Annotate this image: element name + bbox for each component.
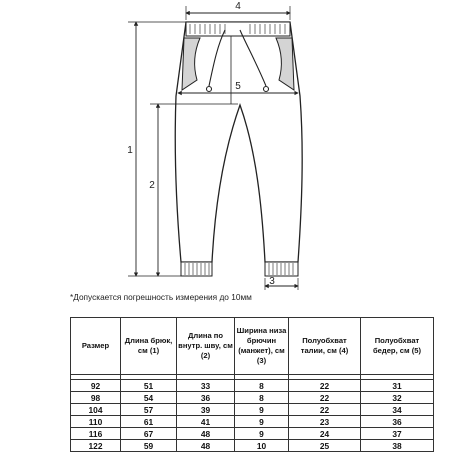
header-size: Размер bbox=[71, 318, 121, 375]
dimension-label-length: 1 bbox=[127, 145, 133, 156]
table-cell: 8 bbox=[235, 392, 289, 404]
dimension-label-cuff: 3 bbox=[269, 276, 275, 287]
table-cell: 36 bbox=[177, 392, 235, 404]
table-cell: 23 bbox=[289, 416, 361, 428]
cuffs bbox=[181, 262, 298, 276]
table-cell: 38 bbox=[361, 440, 434, 452]
table-cell: 24 bbox=[289, 428, 361, 440]
table-cell: 8 bbox=[235, 380, 289, 392]
table-row bbox=[71, 392, 434, 404]
table-cell: 9 bbox=[235, 416, 289, 428]
table-cell: 9 bbox=[235, 404, 289, 416]
table-cell: 98 bbox=[71, 392, 121, 404]
table-cell: 25 bbox=[289, 440, 361, 452]
table-cell: 10 bbox=[235, 440, 289, 452]
table-cell: 51 bbox=[121, 380, 177, 392]
dimension-label-waist: 4 bbox=[235, 1, 241, 12]
table-cell: 67 bbox=[121, 428, 177, 440]
header-cuff-width: Ширина низа брючин (манжет), см (3) bbox=[235, 318, 289, 375]
table-cell: 36 bbox=[361, 416, 434, 428]
table-cell: 61 bbox=[121, 416, 177, 428]
table-cell: 48 bbox=[177, 440, 235, 452]
table-row bbox=[71, 404, 434, 416]
table-cell: 116 bbox=[71, 428, 121, 440]
table-cell: 110 bbox=[71, 416, 121, 428]
table-cell: 41 bbox=[177, 416, 235, 428]
size-chart-table bbox=[70, 317, 434, 452]
table-row bbox=[71, 416, 434, 428]
table-cell: 59 bbox=[121, 440, 177, 452]
table-row bbox=[71, 380, 434, 392]
header-inseam: Длина по внутр. шву, см (2) bbox=[177, 318, 235, 375]
table-header-row bbox=[71, 318, 434, 375]
table-cell: 33 bbox=[177, 380, 235, 392]
table-cell: 37 bbox=[361, 428, 434, 440]
table-cell: 32 bbox=[361, 392, 434, 404]
table-cell: 9 bbox=[235, 428, 289, 440]
table-row bbox=[71, 428, 434, 440]
table-cell: 48 bbox=[177, 428, 235, 440]
table-cell: 54 bbox=[121, 392, 177, 404]
header-length: Длина брюк, см (1) bbox=[121, 318, 177, 375]
table-cell: 104 bbox=[71, 404, 121, 416]
waistband bbox=[186, 22, 290, 36]
table-cell: 92 bbox=[71, 380, 121, 392]
header-half-waist: Полуобхват талии, см (4) bbox=[289, 318, 361, 375]
table-cell: 122 bbox=[71, 440, 121, 452]
table-cell: 57 bbox=[121, 404, 177, 416]
table-cell: 31 bbox=[361, 380, 434, 392]
table-cell: 34 bbox=[361, 404, 434, 416]
measurement-tolerance-note: *Допускается погрешность измерения до 10мм bbox=[70, 292, 252, 302]
table-cell: 22 bbox=[289, 380, 361, 392]
table-cell: 39 bbox=[177, 404, 235, 416]
dimension-label-hip: 5 bbox=[235, 81, 241, 92]
table-cell: 22 bbox=[289, 404, 361, 416]
dimension-label-inseam: 2 bbox=[149, 180, 155, 191]
table-cell: 22 bbox=[289, 392, 361, 404]
header-half-hip: Полуобхват бедер, см (5) bbox=[361, 318, 434, 375]
